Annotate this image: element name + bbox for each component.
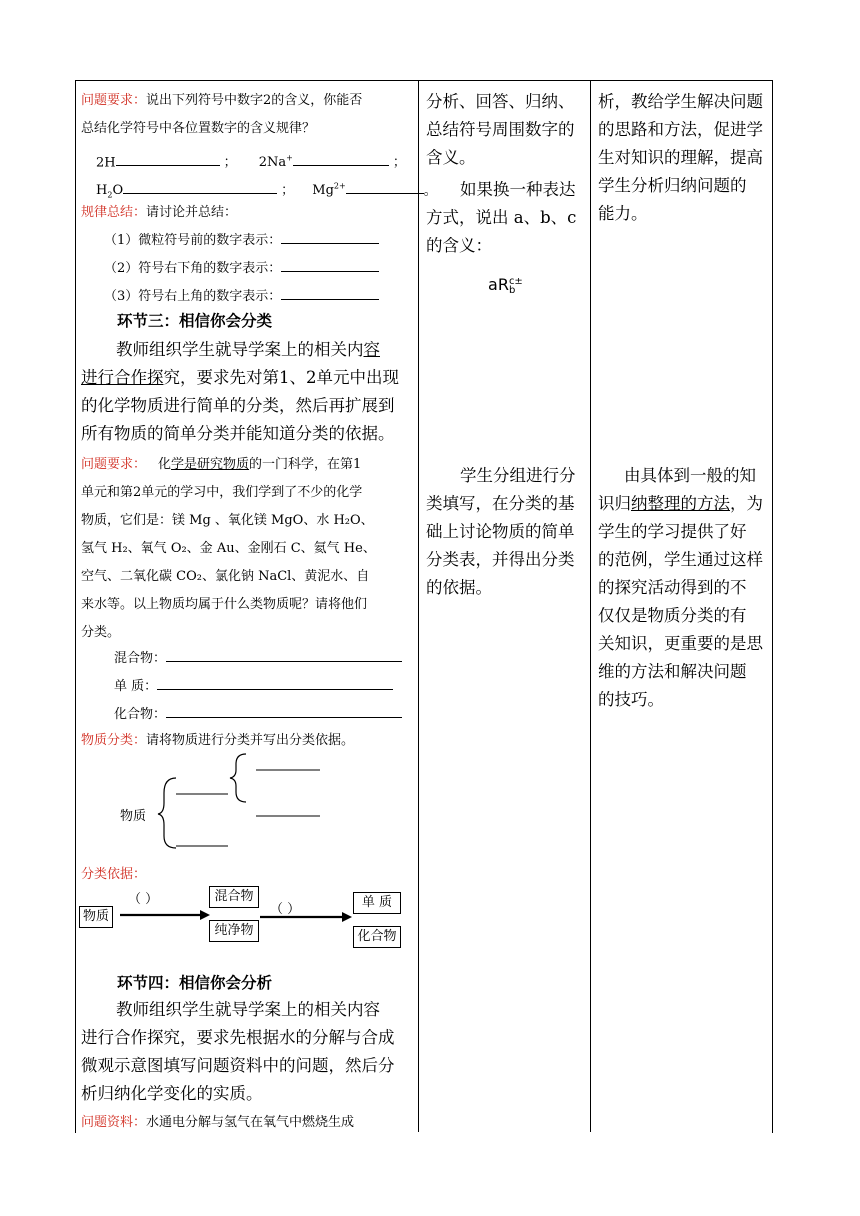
flow-box-pure: 纯净物 bbox=[209, 920, 259, 942]
flow-paren-2: （ ） bbox=[270, 902, 301, 917]
separator: ； bbox=[281, 183, 295, 199]
rule-text: 请讨论并总结： bbox=[146, 205, 238, 220]
rule-item-2 bbox=[104, 256, 379, 282]
blank-line bbox=[281, 257, 379, 272]
material-label: 问题资料： bbox=[81, 1115, 147, 1130]
underlined-text: 学是研究物质 bbox=[171, 457, 250, 472]
col2-line: 的含义： bbox=[426, 236, 492, 255]
col3-top-block bbox=[598, 88, 766, 228]
class-label: 混合物： bbox=[114, 651, 167, 666]
col2-line: 础上讨论物质的简单 bbox=[426, 522, 575, 541]
col3-line: 的思路和方法，促进学 bbox=[598, 120, 763, 139]
text: 究，要求先对第1、2单元中出现 bbox=[163, 368, 399, 387]
col3-line: 维的方法和解决问题 bbox=[598, 662, 747, 681]
blank-line bbox=[123, 179, 277, 194]
section3-line-2 bbox=[81, 364, 399, 392]
blank-line bbox=[293, 151, 389, 166]
blank-line bbox=[166, 703, 402, 718]
flow-box-element: 单 质 bbox=[353, 892, 401, 914]
question-label: 问题要求： bbox=[81, 457, 147, 472]
symbol-Mg bbox=[312, 183, 345, 198]
col3-line: 学生的学习提供了好 bbox=[598, 522, 747, 541]
question2-line: 氢气 H₂、氧气 O₂、金 Au、金刚石 C、氦气 He、 bbox=[81, 541, 376, 556]
formula-R: R bbox=[497, 275, 509, 294]
question-text-line: 说出下列符号中数字2的含义，你能否 bbox=[146, 93, 363, 108]
section4-line: 微观示意图填写问题资料中的问题，然后分 bbox=[81, 1056, 395, 1075]
col2-line: 的依据。 bbox=[426, 578, 492, 597]
formula-sup: c± bbox=[508, 275, 523, 287]
formula-scripts bbox=[509, 277, 523, 295]
flow-paren-1: （ ） bbox=[128, 892, 159, 907]
blank-line bbox=[166, 647, 402, 662]
rule-item-3 bbox=[104, 284, 379, 310]
question2-line: 分类。 bbox=[81, 625, 121, 640]
underlined-text: 纳整理的方法 bbox=[631, 494, 730, 513]
symbol-H2O bbox=[96, 183, 123, 198]
underlined-text: 进行合作探 bbox=[81, 368, 164, 387]
tree-brace-inner bbox=[230, 754, 246, 802]
question2-line: 物质，它们是：镁 Mg 、氧化镁 MgO、水 H₂O、 bbox=[81, 513, 374, 528]
blank-line bbox=[116, 151, 220, 166]
symbol-text: 2Na bbox=[258, 155, 287, 171]
symbol-text: H bbox=[96, 183, 108, 199]
text: 识归 bbox=[598, 494, 631, 513]
class-label: 单 质： bbox=[114, 679, 158, 694]
classification-tree bbox=[80, 748, 410, 858]
col3-line: 的技巧。 bbox=[598, 690, 664, 709]
sort-label: 物质分类： bbox=[81, 733, 147, 748]
class-item-compound bbox=[114, 702, 402, 728]
sort-text: 请将物质进行分类并写出分类依据。 bbox=[146, 733, 355, 748]
class-item-element bbox=[114, 674, 393, 700]
col2-top-block bbox=[426, 88, 584, 172]
blank-line bbox=[281, 285, 379, 300]
class-label: 化合物： bbox=[114, 707, 167, 722]
col3-line: 能力。 bbox=[598, 204, 648, 223]
column-divider-1 bbox=[418, 80, 419, 1132]
col2-line: 类填写，在分类的基 bbox=[426, 494, 575, 513]
text: ，为 bbox=[730, 494, 763, 513]
flow-arrow-2 bbox=[260, 910, 352, 924]
rule-item-text: （1）微粒符号前的数字表示： bbox=[104, 233, 282, 248]
section4-line: 进行合作探究，要求先根据水的分解与合成 bbox=[81, 1028, 395, 1047]
question-material bbox=[81, 1110, 354, 1136]
underlined-text: 容 bbox=[363, 340, 380, 359]
symbol-line-1 bbox=[96, 146, 406, 176]
separator: ； bbox=[392, 155, 406, 171]
section3-line-3: 的化学物质进行简单的分类，然后再扩展到 bbox=[81, 396, 395, 415]
col3-line: 学生分析归纳问题的 bbox=[598, 176, 747, 195]
section4-line: 析归纳化学变化的实质。 bbox=[81, 1084, 263, 1103]
flow-box-mixture: 混合物 bbox=[209, 886, 259, 908]
question2-line: 来水等。以上物质均属于什么类物质呢？请将他们 bbox=[81, 597, 368, 612]
col3-line: 的范例，学生通过这样 bbox=[598, 550, 763, 569]
col2-mid-block bbox=[423, 176, 584, 260]
col3-line bbox=[598, 490, 766, 518]
end-mark: 。 bbox=[423, 183, 437, 199]
formula-a: a bbox=[488, 275, 498, 294]
symbol-text: O bbox=[112, 183, 124, 199]
subscript: 2 bbox=[107, 190, 113, 200]
flow-box-substance: 物质 bbox=[79, 906, 113, 928]
rule-item-1 bbox=[104, 228, 379, 254]
formula-sub: b bbox=[508, 284, 516, 296]
col2-line: 如果换一种表达 bbox=[460, 180, 576, 199]
column-divider-2 bbox=[590, 80, 591, 1132]
col2-line: 总结符号周围数字的 bbox=[426, 120, 575, 139]
rule-summary bbox=[81, 200, 237, 226]
charge-sup: 2+ bbox=[333, 182, 346, 191]
tree-root-label: 物质 bbox=[120, 809, 147, 824]
symbol-text: Mg bbox=[312, 183, 334, 199]
col2-line: 分析、回答、归纳、 bbox=[426, 92, 575, 111]
question-text-line-2: 总结化学符号中各位置数字的含义规律？ bbox=[81, 121, 316, 136]
text: 化 bbox=[158, 457, 172, 472]
formula-aRbc bbox=[488, 272, 523, 298]
col2-line: 方式，说出 a、b、c bbox=[426, 208, 577, 227]
separator: ； bbox=[223, 155, 237, 171]
text: 教师组织学生就导学案上的相关内 bbox=[116, 340, 364, 359]
rule-item-text: （3）符号右上角的数字表示： bbox=[104, 289, 282, 304]
col3-line: 析，教给学生解决问题 bbox=[598, 92, 763, 111]
question-requirement-1 bbox=[81, 88, 362, 114]
blank-line bbox=[281, 229, 379, 244]
question2-line: 空气、二氧化碳 CO₂、氯化钠 NaCl、黄泥水、自 bbox=[81, 569, 370, 584]
charge-sup: + bbox=[286, 154, 293, 163]
tree-brace-outer bbox=[158, 778, 176, 848]
blank-line bbox=[157, 675, 393, 690]
flow-arrow-1 bbox=[120, 908, 210, 922]
col2-line: 学生分组进行分 bbox=[460, 466, 576, 485]
section4-title: 环节四：相信你会分析 bbox=[117, 973, 273, 992]
section3-title: 环节三：相信你会分类 bbox=[117, 311, 273, 330]
rule-item-text: （2）符号右下角的数字表示： bbox=[104, 261, 282, 276]
class-item-mixture bbox=[114, 646, 402, 672]
col3-purpose-block bbox=[598, 462, 766, 714]
col3-line: 关知识，更重要的是思 bbox=[598, 634, 763, 653]
col3-line: 由具体到一般的知 bbox=[624, 466, 756, 485]
col2-line: 分类表，并得出分类 bbox=[426, 550, 575, 569]
col2-line: 含义。 bbox=[426, 148, 476, 167]
col3-line: 生对知识的理解，提高 bbox=[598, 148, 763, 167]
section4-line: 教师组织学生就导学案上的相关内容 bbox=[116, 1000, 380, 1019]
section3-line-1 bbox=[116, 336, 380, 364]
question-label: 问题要求： bbox=[81, 93, 147, 108]
material-text: 水通电分解与氢气在氧气中燃烧生成 bbox=[146, 1115, 355, 1130]
symbol-2H: 2H bbox=[96, 155, 116, 171]
rule-label: 规律总结： bbox=[81, 205, 147, 220]
col3-line: 仅仅是物质分类的有 bbox=[598, 606, 747, 625]
col3-line: 的探究活动得到的不 bbox=[598, 578, 747, 597]
flow-box-compound: 化合物 bbox=[353, 926, 401, 948]
section3-line-4: 所有物质的简单分类并能知道分类的依据。 bbox=[81, 424, 395, 443]
blank-line bbox=[346, 179, 424, 194]
text: 的一门科学，在第1 bbox=[249, 457, 362, 472]
col2-group-block bbox=[426, 462, 584, 602]
question-requirement-2 bbox=[81, 452, 361, 478]
question2-line: 单元和第2单元的学习中，我们学到了不少的化学 bbox=[81, 485, 363, 500]
symbol-2Na bbox=[259, 155, 293, 170]
basis-label: 分类依据： bbox=[81, 867, 147, 882]
